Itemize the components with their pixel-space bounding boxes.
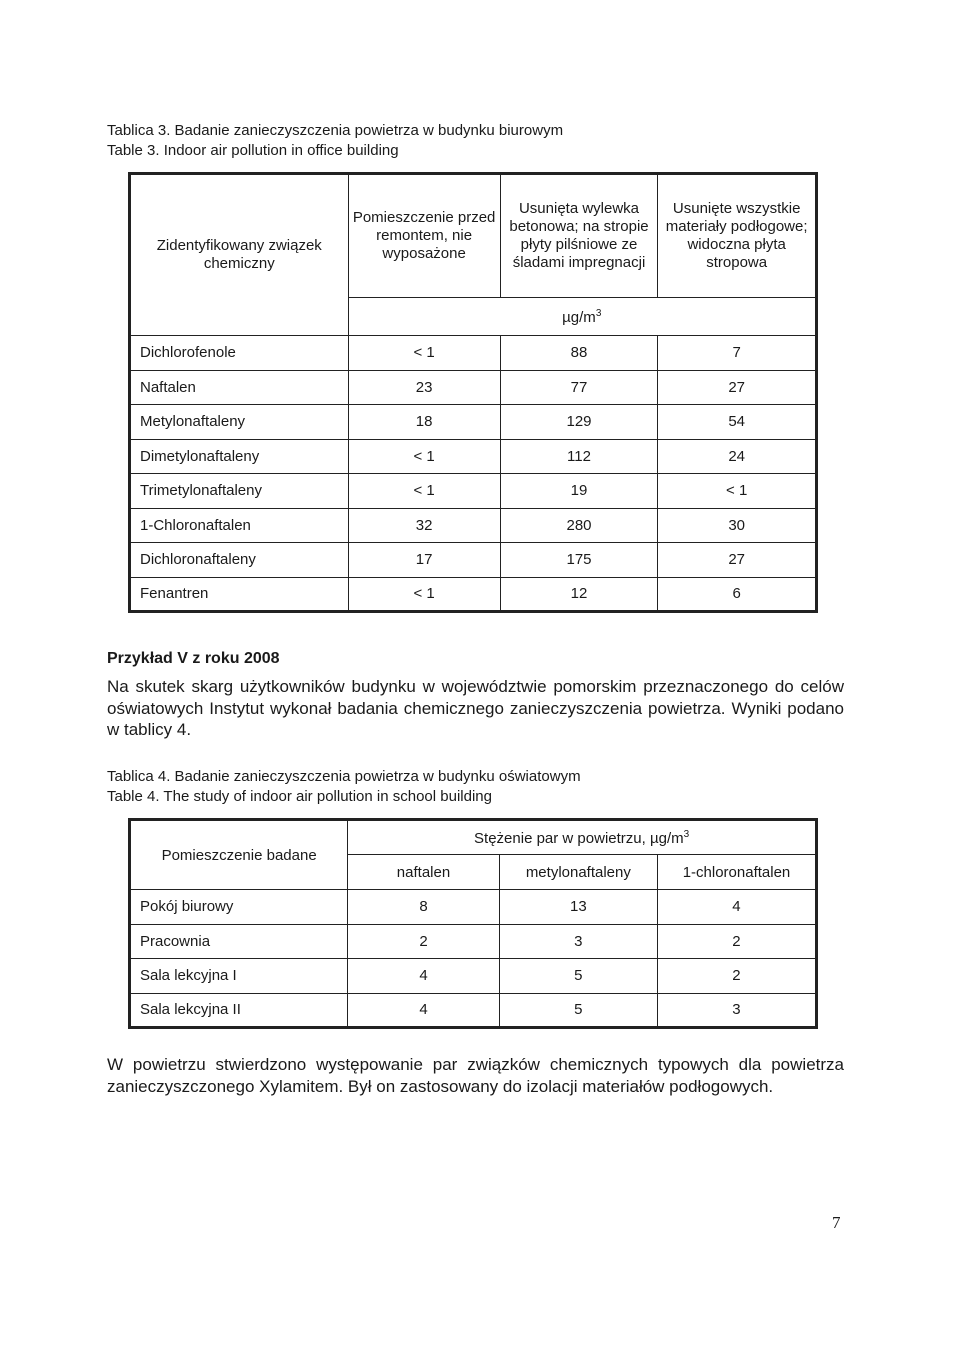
- table3-row: [130, 508, 817, 543]
- table3-row: [130, 405, 817, 440]
- table3-caption-pl: Tablica 3. Badanie zanieczyszczenia powietrza w budynku biurowym: [107, 122, 564, 139]
- conclusion-text: W powietrzu stwierdzono występowanie par związków chemicznych typowych dla powietrza zanieczyszczonego Xylamitem. Był on zastosowany do izolacji materiałów podłogowych.: [107, 1055, 844, 1096]
- example-text: Na skutek skarg użytkowników budynku w województwie pomorskim przeznaczonego do celów oświatowych Instytut wykonał badania chemicznego zanieczyszczenia powietrza. Wyniki podano w tablicy 4.: [107, 677, 844, 739]
- table3-unit-exp: 3: [595, 307, 602, 319]
- table3-row-label: Trimetylonaftaleny: [130, 474, 349, 509]
- table4-row-label: Pokój biurowy: [130, 890, 348, 925]
- table4-cell: 2: [657, 924, 816, 959]
- table3-row: [130, 370, 817, 405]
- table3-row-label: Fenantren: [130, 577, 349, 612]
- table3-cell: 23: [348, 370, 500, 405]
- table4-cell: 13: [499, 890, 657, 925]
- table4-row-label: Sala lekcyjna I: [130, 959, 348, 994]
- table4-header-room: Pomieszczenie badane: [130, 820, 348, 890]
- table3-row-label: 1-Chloronaftalen: [130, 508, 349, 543]
- table4-cell: 3: [657, 993, 816, 1028]
- table4-row: [130, 924, 817, 959]
- table3-cell: 12: [500, 577, 658, 612]
- table4-body: [130, 890, 817, 1028]
- table3-row: [130, 439, 817, 474]
- table4-cell: 2: [348, 924, 500, 959]
- table3-row-label: Metylonaftaleny: [130, 405, 349, 440]
- table4-row: [130, 959, 817, 994]
- table3-unit-base: µg/m: [562, 308, 596, 326]
- table3-cell: 18: [348, 405, 500, 440]
- table3-header-compound: Zidentyfikowany związek chemiczny: [130, 174, 349, 336]
- table3-cell: 88: [500, 336, 658, 371]
- table3: [128, 172, 818, 613]
- table4-header-col2: metylonaftaleny: [499, 855, 657, 890]
- table4-caption-en: Table 4. The study of indoor air pollution in school building: [107, 788, 492, 805]
- page-number: 7: [832, 1213, 841, 1232]
- table4-cell: 5: [499, 993, 657, 1028]
- table4-header-col1: naftalen: [348, 855, 500, 890]
- table3-cell: < 1: [658, 474, 817, 509]
- table4-caption-pl: Tablica 4. Badanie zanieczyszczenia powietrza w budynku oświatowym: [107, 768, 581, 785]
- table3-header-col3: Usunięte wszystkie materiały podłogowe; widoczna płyta stropowa: [658, 174, 817, 298]
- table3-cell: 17: [348, 543, 500, 578]
- table4-cell: 4: [348, 959, 500, 994]
- table4-cell: 8: [348, 890, 500, 925]
- table3-cell: 112: [500, 439, 658, 474]
- table4-header-group: [348, 820, 817, 855]
- table3-row: [130, 577, 817, 612]
- table3-row-label: Naftalen: [130, 370, 349, 405]
- table3-row: [130, 474, 817, 509]
- table4-header-col3: 1-chloronaftalen: [657, 855, 816, 890]
- table3-cell: 129: [500, 405, 658, 440]
- table4-cell: 2: [657, 959, 816, 994]
- table4-row-label: Sala lekcyjna II: [130, 993, 348, 1028]
- example-heading: Przykład V z roku 2008: [107, 650, 280, 667]
- table3-cell: 27: [658, 370, 817, 405]
- table3-row-label: Dimetylonaftaleny: [130, 439, 349, 474]
- table4-row: [130, 890, 817, 925]
- table4-row-label: Pracownia: [130, 924, 348, 959]
- table3-unit: [348, 298, 816, 336]
- table4-row: [130, 993, 817, 1028]
- table3-row: [130, 543, 817, 578]
- table3-row: [130, 336, 817, 371]
- table3-cell: 19: [500, 474, 658, 509]
- table3-cell: 32: [348, 508, 500, 543]
- table3-caption-en: Table 3. Indoor air pollution in office building: [107, 142, 399, 159]
- table3-cell: 6: [658, 577, 817, 612]
- table4-header-group-base: Stężenie par w powietrzu, µg/m: [474, 829, 684, 847]
- table3-cell: 27: [658, 543, 817, 578]
- table3-cell: 24: [658, 439, 817, 474]
- table3-cell: < 1: [348, 577, 500, 612]
- table3-cell: 175: [500, 543, 658, 578]
- table3-row-label: Dichlorofenole: [130, 336, 349, 371]
- table4-cell: 4: [657, 890, 816, 925]
- table3-cell: 77: [500, 370, 658, 405]
- table3-cell: 30: [658, 508, 817, 543]
- table3-body: [130, 336, 817, 612]
- table4-cell: 5: [499, 959, 657, 994]
- table3-cell: 7: [658, 336, 817, 371]
- table3-cell: < 1: [348, 439, 500, 474]
- table3-cell: < 1: [348, 474, 500, 509]
- table3-cell: 280: [500, 508, 658, 543]
- table4-header-group-exp: 3: [683, 828, 690, 840]
- table4: [128, 818, 818, 1029]
- table3-cell: < 1: [348, 336, 500, 371]
- table3-header-col1: Pomieszczenie przed remontem, nie wyposażone: [348, 174, 500, 298]
- table3-header-col2: Usunięta wylewka betonowa; na stropie płyty pilśniowe ze śladami impregnacji: [500, 174, 658, 298]
- table4-cell: 4: [348, 993, 500, 1028]
- table3-row-label: Dichloronaftaleny: [130, 543, 349, 578]
- table4-cell: 3: [499, 924, 657, 959]
- table3-cell: 54: [658, 405, 817, 440]
